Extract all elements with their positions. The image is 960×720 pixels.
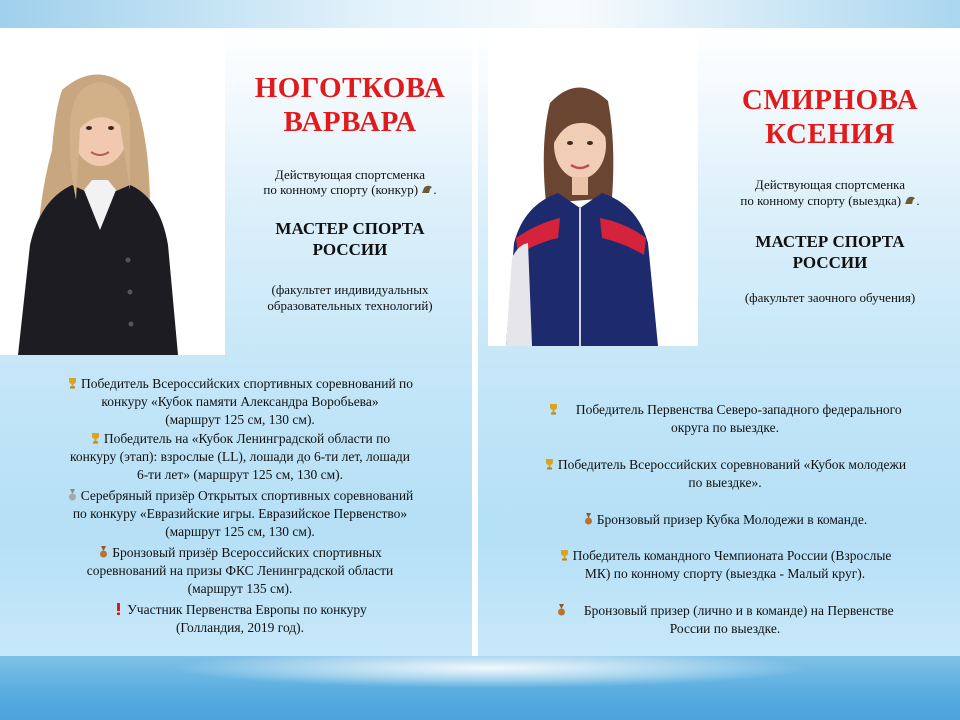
athlete-name-line2: КСЕНИЯ (765, 118, 895, 150)
achievement-line: конкуру (этап): взрослые (LL), лошади до 6-ти лет, лошади (69, 449, 411, 464)
achievement-item (490, 456, 960, 492)
faculty-line1: (факультет заочного обучения) (744, 290, 916, 305)
gold-cup-icon (544, 457, 555, 469)
achievement-line: Бронзовый призер (лично и в команде) на Первенстве (583, 603, 894, 618)
bronze-medal-icon (583, 512, 594, 524)
achievement-item (490, 511, 960, 529)
bronze-medal-icon (98, 545, 109, 557)
achievement-line: Победитель Всероссийских спортивных соревнований по (80, 376, 414, 391)
achievement-line: России по выездке. (669, 621, 781, 636)
silver-medal-icon (67, 488, 78, 500)
athlete-photo-nogotkova (0, 30, 225, 355)
achievement-item (20, 487, 460, 541)
faculty-line2: образовательных технологий) (267, 298, 433, 313)
athlete-name-line2: ВАРВАРА (283, 106, 417, 138)
faculty-line1: (факультет индивидуальных (271, 282, 429, 297)
exclamation-icon (113, 602, 124, 614)
achievement-line: округа по выездке. (670, 420, 780, 435)
athlete-description-text: по конному спорту (выездка) (740, 193, 902, 208)
gold-cup-icon (548, 402, 559, 414)
achievement-line: (Голландия, 2019 год). (175, 620, 305, 635)
achievement-item (20, 430, 460, 484)
gold-cup-icon (559, 548, 570, 560)
athlete-photo-smirnova (488, 33, 698, 346)
athlete-name-line1: НОГОТКОВА (254, 72, 446, 104)
rank-title-line2: РОССИИ (312, 240, 388, 259)
achievement-item (20, 601, 460, 637)
rank-title-line2: РОССИИ (792, 253, 868, 272)
achievement-item (20, 375, 460, 429)
achievement-line: МК) по конному спорту (выездка - Малый круг). (584, 566, 866, 581)
achievement-line: конкуру «Кубок памяти Александра Воробьева» (101, 394, 379, 409)
achievement-item (490, 602, 960, 638)
athlete-description-text: по конному спорту (конкур) (263, 182, 419, 197)
achievement-line: 6-ти лет» (маршрут 125 см, 130 см). (136, 467, 344, 482)
bronze-medal-icon (556, 603, 567, 615)
achievement-line: соревнований на призы ФКС Ленинградской области (86, 563, 394, 578)
achievement-line: Серебряный призёр Открытых спортивных соревнований (80, 488, 414, 503)
achievement-line: по конкуру «Евразийские игры. Евразийское Первенство» (72, 506, 408, 521)
horse-icon (904, 193, 916, 203)
achievement-line: (маршрут 135 см). (187, 581, 293, 596)
athlete-description-line2: по конному спорту (выездка) . (740, 193, 920, 208)
achievement-line: Победитель Первенства Северо-западного федерального (575, 402, 902, 417)
athlete-description-line1: Действующая спортсменка (754, 177, 906, 192)
achievement-line: Победитель Всероссийских соревнований «Кубок молодежи (557, 457, 907, 472)
achievement-line: по выездке». (688, 475, 762, 490)
achievement-item (490, 401, 960, 437)
athlete-description-line2: по конному спорту (конкур) . (263, 182, 437, 197)
achievement-line: (маршрут 125 см, 130 см). (165, 524, 315, 539)
rank-title-line1: МАСТЕР СПОРТА (755, 232, 905, 251)
achievement-line: Победитель командного Чемпионата России (Взрослые (572, 548, 892, 563)
achievement-line: Участник Первенства Европы по конкуру (127, 602, 367, 617)
gold-cup-icon (67, 376, 78, 388)
horse-icon (421, 182, 433, 192)
athlete-description-line1: Действующая спортсменка (274, 167, 426, 182)
achievement-line: Бронзовый призер Кубка Молодежи в команде. (596, 512, 868, 527)
achievement-line: Бронзовый призёр Всероссийских спортивных (112, 545, 382, 560)
achievement-item (20, 544, 460, 598)
athlete-name-line1: СМИРНОВА (741, 84, 919, 116)
achievement-item (490, 547, 960, 583)
achievement-line: Победитель на «Кубок Ленинградской области по (103, 431, 391, 446)
achievement-line: (маршрут 125 см, 130 см). (165, 412, 315, 427)
background-top-band (0, 0, 960, 28)
gold-cup-icon (90, 431, 101, 443)
rank-title-line1: МАСТЕР СПОРТА (275, 219, 425, 238)
